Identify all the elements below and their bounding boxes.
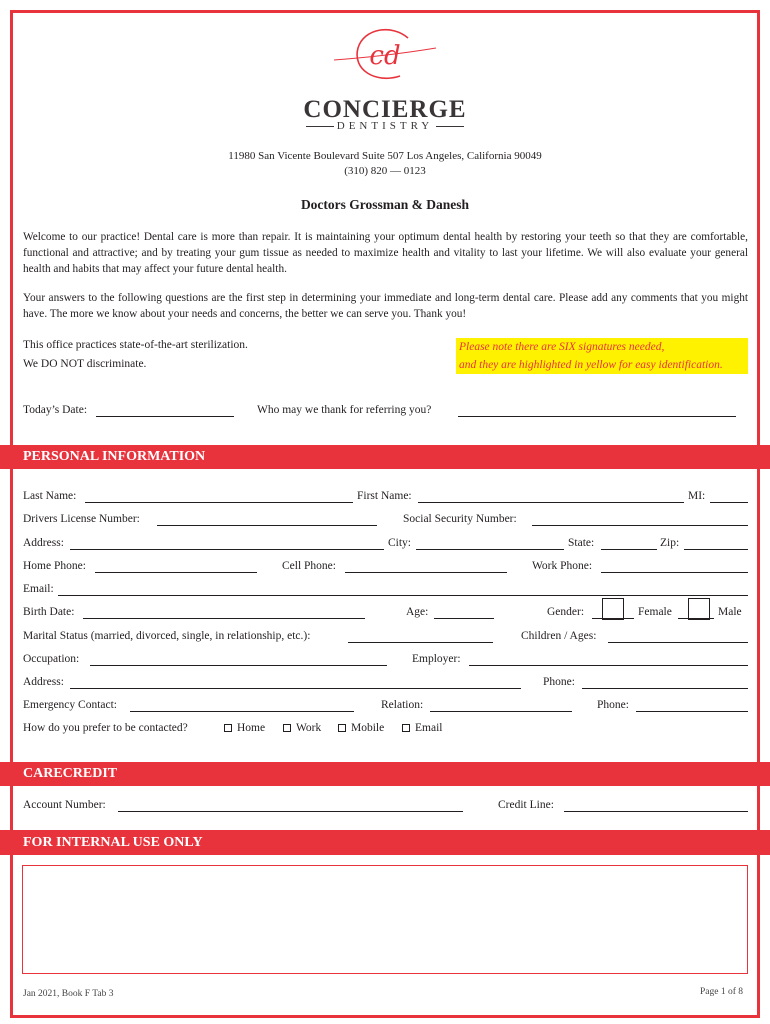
credit-line-label: Credit Line: bbox=[498, 799, 554, 811]
ssn-field[interactable] bbox=[532, 525, 748, 526]
relation-field[interactable] bbox=[430, 711, 572, 712]
contact-pref-label: How do you prefer to be contacted? bbox=[23, 722, 188, 734]
city-field[interactable] bbox=[416, 549, 564, 550]
account-number-field[interactable] bbox=[118, 811, 463, 812]
discrimination-text: We DO NOT discriminate. bbox=[23, 358, 147, 370]
work-phone-field[interactable] bbox=[601, 572, 748, 573]
contact-home-option[interactable] bbox=[224, 722, 265, 734]
internal-use-box[interactable] bbox=[22, 865, 748, 974]
marital-label: Marital Status (married, divorced, single, in relationship, etc.): bbox=[23, 630, 311, 642]
brand-name: CONCIERGE bbox=[303, 96, 467, 123]
contact-home-checkbox[interactable] bbox=[224, 724, 232, 732]
emergency-phone-label: Phone: bbox=[597, 699, 629, 711]
address-field[interactable] bbox=[70, 549, 384, 550]
mi-field[interactable] bbox=[710, 502, 748, 503]
contact-email-label: Email bbox=[415, 722, 443, 734]
female-label: Female bbox=[638, 606, 672, 618]
brand-sub-text: DENTISTRY bbox=[336, 120, 434, 132]
referral-label: Who may we thank for referring you? bbox=[257, 404, 432, 416]
employer-phone-label: Phone: bbox=[543, 676, 575, 688]
signature-note-line-2: and they are highlighted in yellow for easy identification. bbox=[459, 359, 723, 371]
contact-work-option[interactable] bbox=[283, 722, 321, 734]
state-label: State: bbox=[568, 537, 595, 549]
ssn-label: Social Security Number: bbox=[403, 513, 517, 525]
signature-note-line-1: Please note there are SIX signatures needed, bbox=[459, 341, 665, 353]
credit-line-field[interactable] bbox=[564, 811, 748, 812]
last-name-label: Last Name: bbox=[23, 490, 77, 502]
logo-monogram-text: cd bbox=[369, 41, 401, 71]
footer-left: Jan 2021, Book F Tab 3 bbox=[23, 989, 114, 999]
last-name-field[interactable] bbox=[85, 502, 353, 503]
page-number: Page 1 of 8 bbox=[700, 987, 744, 997]
office-address: 11980 San Vicente Boulevard Suite 507 Los Angeles, California 90049 bbox=[228, 150, 542, 162]
section-internal-use: FOR INTERNAL USE ONLY bbox=[0, 830, 770, 855]
cell-phone-label: Cell Phone: bbox=[282, 560, 336, 572]
emergency-contact-field[interactable] bbox=[130, 711, 354, 712]
male-label: Male bbox=[718, 606, 742, 618]
email-label: Email: bbox=[23, 583, 54, 595]
work-phone-label: Work Phone: bbox=[532, 560, 593, 572]
zip-label: Zip: bbox=[660, 537, 680, 549]
female-checkbox[interactable] bbox=[602, 598, 624, 620]
email-field[interactable] bbox=[58, 595, 748, 596]
contact-email-option[interactable] bbox=[402, 722, 442, 734]
logo bbox=[0, 18, 770, 103]
contact-mobile-option[interactable] bbox=[338, 722, 384, 734]
contact-mobile-checkbox[interactable] bbox=[338, 724, 346, 732]
age-field[interactable] bbox=[434, 618, 494, 619]
employer-address-field[interactable] bbox=[70, 688, 521, 689]
emergency-phone-field[interactable] bbox=[636, 711, 748, 712]
doctors-title: Doctors Grossman & Danesh bbox=[300, 197, 470, 212]
contact-home-label: Home bbox=[237, 722, 266, 734]
home-phone-field[interactable] bbox=[95, 572, 257, 573]
home-phone-label: Home Phone: bbox=[23, 560, 86, 572]
mi-label: MI: bbox=[688, 490, 706, 502]
first-name-label: First Name: bbox=[357, 490, 412, 502]
logo-monogram-icon bbox=[330, 18, 440, 98]
contact-email-checkbox[interactable] bbox=[402, 724, 410, 732]
gender-label: Gender: bbox=[547, 606, 585, 618]
brand-sub bbox=[0, 120, 770, 132]
contact-mobile-label: Mobile bbox=[351, 722, 385, 734]
sterilization-text: This office practices state-of-the-art sterilization. bbox=[23, 339, 248, 351]
account-number-label: Account Number: bbox=[23, 799, 106, 811]
intro-paragraph-2: Your answers to the following questions are the first step in determining your immediate and long-term dental care. Please add any comments that you might have. The more we know about your needs and concerns, the better we can serve you. Thank you! bbox=[23, 292, 748, 320]
occupation-label: Occupation: bbox=[23, 653, 80, 665]
emergency-contact-label: Emergency Contact: bbox=[23, 699, 117, 711]
occupation-field[interactable] bbox=[90, 665, 387, 666]
contact-work-checkbox[interactable] bbox=[283, 724, 291, 732]
contact-work-label: Work bbox=[296, 722, 322, 734]
employer-address-label: Address: bbox=[23, 676, 64, 688]
marital-field[interactable] bbox=[348, 642, 493, 643]
section-personal-information: PERSONAL INFORMATION bbox=[0, 445, 770, 469]
relation-label: Relation: bbox=[381, 699, 424, 711]
todays-date-field[interactable] bbox=[96, 416, 234, 417]
section-carecredit: CARECREDIT bbox=[0, 762, 770, 786]
employer-label: Employer: bbox=[412, 653, 461, 665]
office-phone: (310) 820 — 0123 bbox=[344, 165, 426, 177]
employer-field[interactable] bbox=[469, 665, 748, 666]
signature-note bbox=[456, 338, 748, 374]
referral-field[interactable] bbox=[458, 416, 736, 417]
age-label: Age: bbox=[406, 606, 429, 618]
children-label: Children / Ages: bbox=[521, 630, 597, 642]
license-label: Drivers License Number: bbox=[23, 513, 140, 525]
state-field[interactable] bbox=[601, 549, 657, 550]
children-field[interactable] bbox=[608, 642, 748, 643]
intro-paragraph-1: Welcome to our practice! Dental care is more than repair. It is maintaining your optimum dental health by restoring your teeth so that they are comfortable, functional and attractive; and by treating your gum tissue as needed to maximize health and vitality to last your lifetime. We will also evaluate your general health and habits that may affect your future dental health. bbox=[23, 231, 748, 275]
male-checkbox[interactable] bbox=[688, 598, 710, 620]
employer-phone-field[interactable] bbox=[582, 688, 748, 689]
city-label: City: bbox=[388, 537, 412, 549]
todays-date-label: Today’s Date: bbox=[23, 404, 88, 416]
birth-date-label: Birth Date: bbox=[23, 606, 75, 618]
zip-field[interactable] bbox=[684, 549, 748, 550]
cell-phone-field[interactable] bbox=[345, 572, 507, 573]
address-label: Address: bbox=[23, 537, 64, 549]
birth-date-field[interactable] bbox=[83, 618, 365, 619]
license-field[interactable] bbox=[157, 525, 377, 526]
first-name-field[interactable] bbox=[418, 502, 684, 503]
